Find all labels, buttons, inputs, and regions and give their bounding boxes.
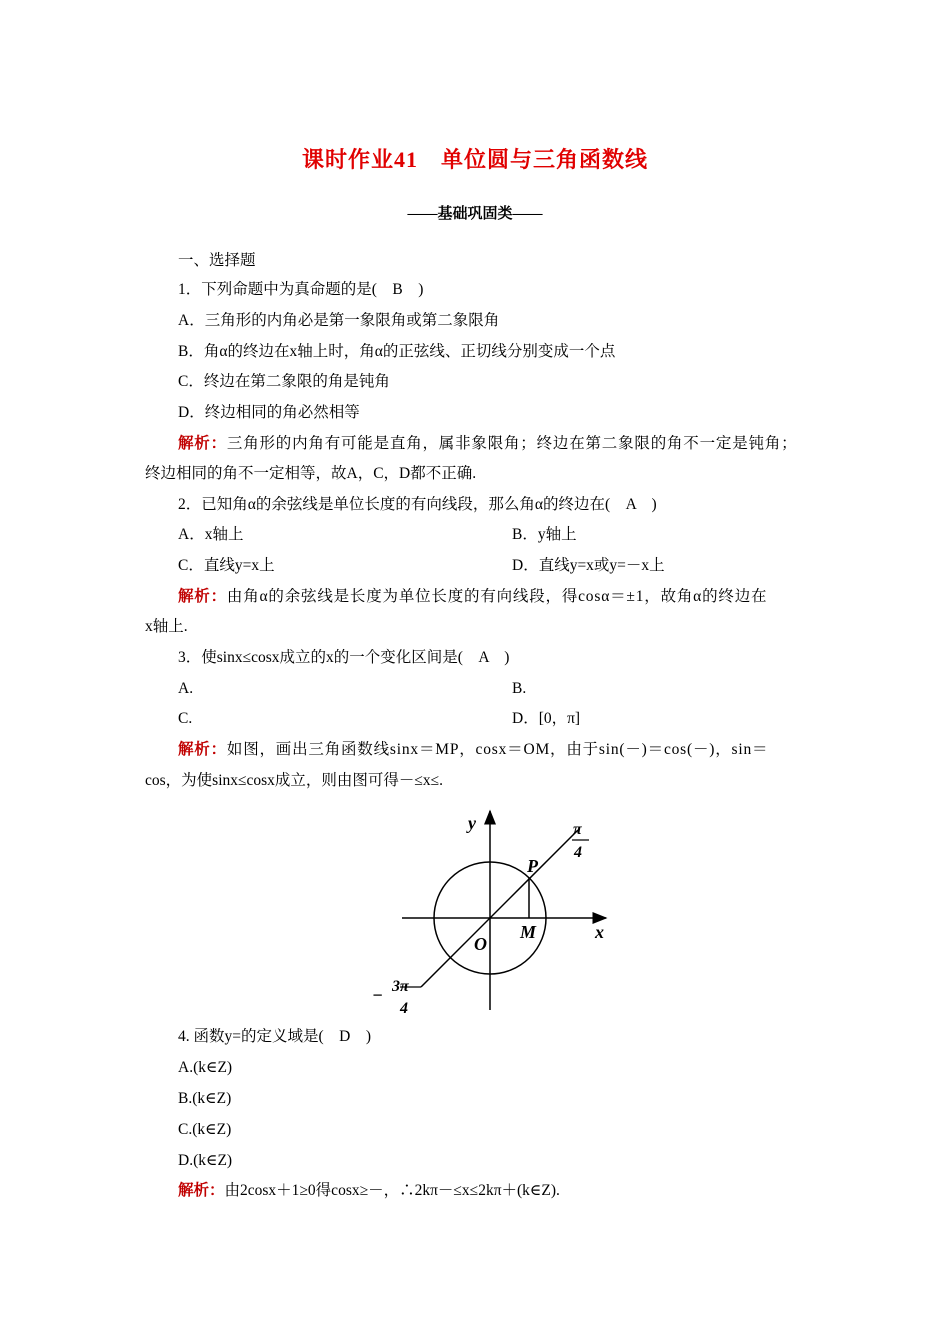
q4-option-c: C.(k∈Z) [178,1121,232,1138]
q2-analysis [178,587,767,607]
label-m: M [520,922,537,942]
q2-option-b: B．y轴上 [512,526,577,543]
q1-analysis-text-1: 三角形的内角有可能是直角，属非象限角；终边在第二象限的角不一定是钝角； [226,435,798,452]
q1-option-c: C．终边在第二象限的角是钝角 [178,373,390,390]
q1-option-a: A．三角形的内角必是第一象限角或第二象限角 [178,312,500,329]
q1-option-b: B．角α的终边在x轴上时，角α的正弦线、正切线分别变成一个点 [178,343,616,360]
label-negative-sign: − [372,985,383,1005]
q1-stem: 1．下列命题中为真命题的是( B ) [178,281,424,298]
label-pi-numerator: π [573,821,582,838]
q2-option-d: D．直线y=x或y=－x上 [512,557,665,574]
label-o: O [474,934,487,954]
terminal-line [421,830,578,987]
q1-analysis [178,434,797,454]
q2-analysis-text-1: 由角α的余弦线是长度为单位长度的有向线段，得cosα＝±1，故角α的终边在 [226,588,768,605]
analysis-label: 解析： [178,435,227,452]
q2-option-a: A．x轴上 [178,526,244,543]
q3-stem: 3．使sinx≤cosx成立的x的一个变化区间是( A ) [178,649,510,666]
q3-option-a: A. [178,680,194,697]
q2-stem: 2．已知角α的余弦线是单位长度的有向线段，那么角α的终边在( A ) [178,496,657,513]
label-y: y [468,813,476,833]
analysis-label: 解析： [178,588,227,605]
q4-option-d: D.(k∈Z) [178,1152,233,1169]
q2-option-c: C．直线y=x上 [178,557,275,574]
q4-option-a: A.(k∈Z) [178,1059,233,1076]
q1-analysis-text-2: 终边相同的角不一定相等，故A，C，D都不正确. [145,465,477,482]
q1-option-d: D．终边相同的角必然相等 [178,404,360,421]
page-title: 课时作业41 单位圆与三角函数线 [301,147,648,172]
label-3pi-numerator: 3π [392,978,409,995]
q4-analysis-text-1: 由2cosx＋1≥0得cosx≥－，∴2kπ－≤x≤2kπ＋(k∈Z). [224,1182,560,1199]
q3-option-b: B. [512,680,527,697]
q4-stem: 4. 函数y=的定义域是( D ) [178,1028,372,1045]
q2-analysis-text-2: x轴上. [145,618,188,635]
q3-option-c: C. [178,710,193,727]
section-subtitle: ——基础巩固类—— [407,206,543,222]
q3-analysis-text-1: 如图，画出三角函数线sinx＝MP，cosx＝OM，由于sin(－)＝cos(－)，sin＝ [226,741,769,758]
unit-circle-figure [360,805,620,1020]
q3-option-d: D．[0，π] [512,710,581,727]
q4-option-b: B.(k∈Z) [178,1090,232,1107]
analysis-label: 解析： [178,1182,225,1199]
label-x: x [595,922,604,942]
label-pi-denominator: 4 [574,844,582,861]
analysis-label: 解析： [178,741,227,758]
label-p: P [527,856,538,876]
q4-analysis [178,1181,560,1201]
q3-analysis [178,740,768,760]
section-heading: 一、选择题 [178,252,256,269]
label-3pi-denominator: 4 [400,1000,408,1017]
q3-analysis-text-2: cos，为使sinx≤cosx成立，则由图可得－≤x≤. [145,772,444,789]
